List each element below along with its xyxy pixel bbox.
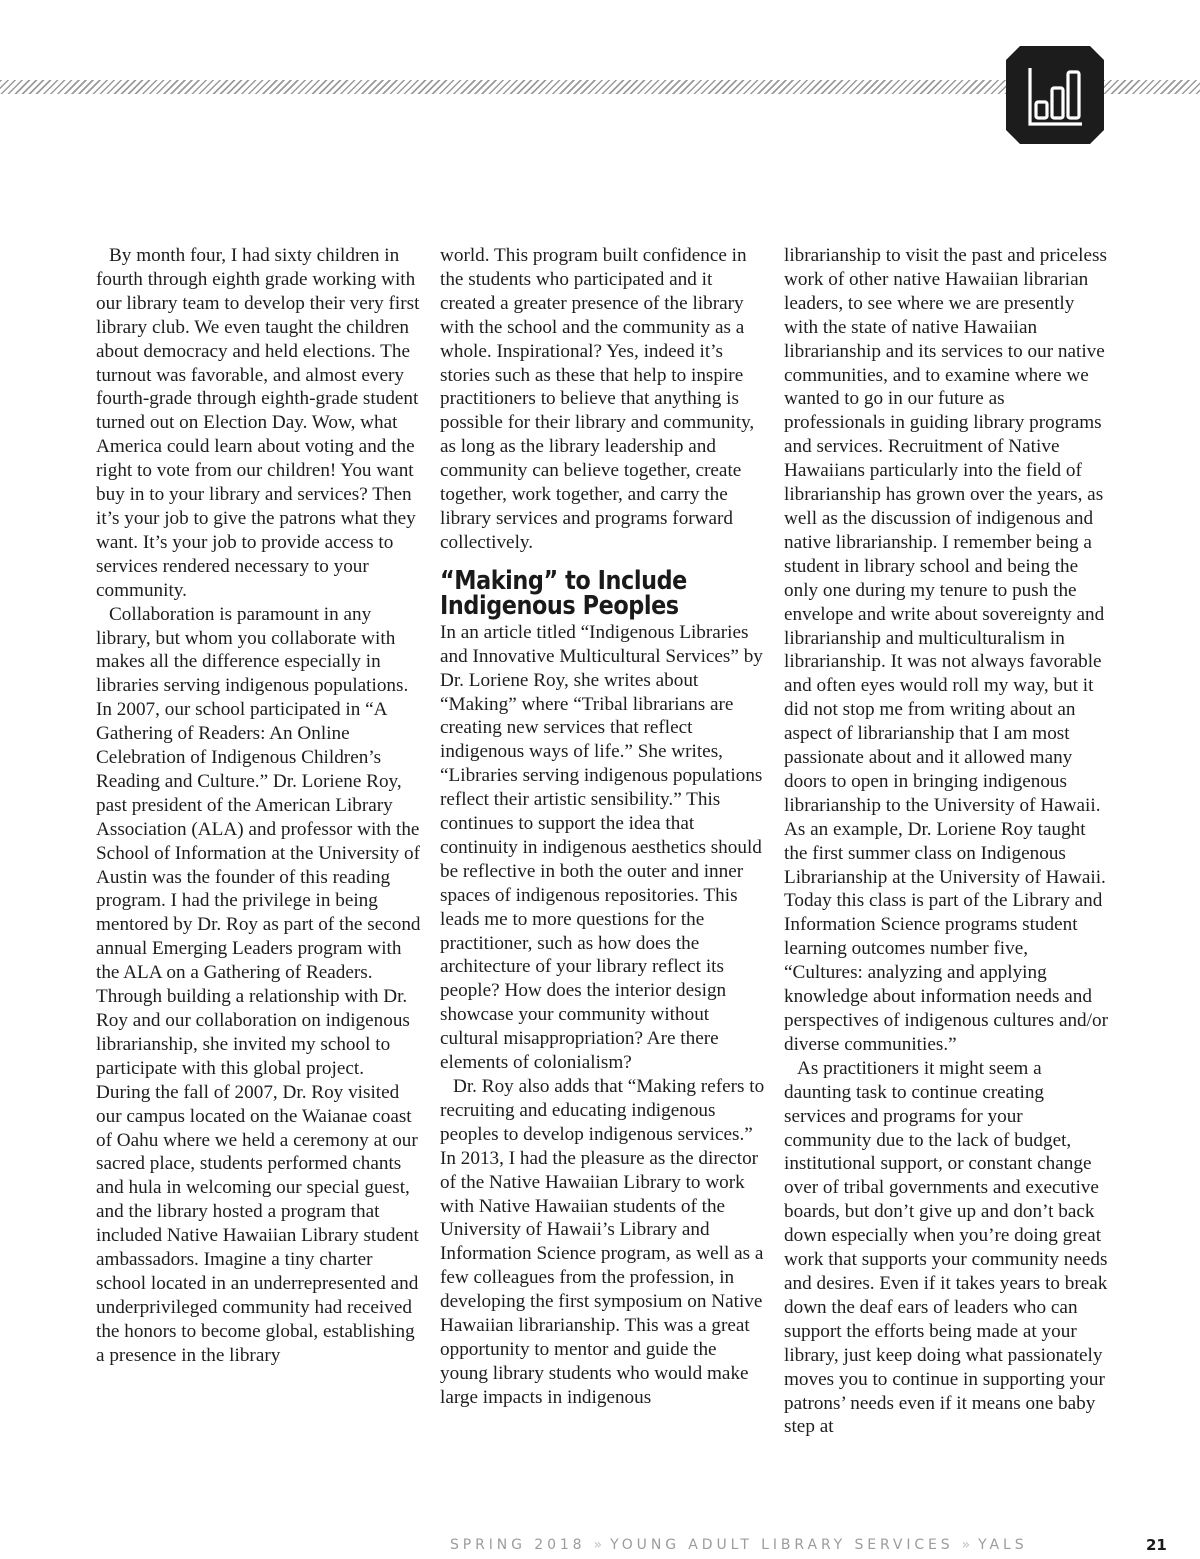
- footer-season: SPRING 2018: [450, 1537, 586, 1553]
- footer-separator: »: [961, 1537, 971, 1553]
- bar-chart-icon: [1006, 46, 1104, 144]
- paragraph: Collaboration is paramount in any library, but whom you collaborate with makes all the difference especially in libraries serving indigenous populations. In 2007, our school participated in “A Gathering of Readers: An Online Celebration of Indigenous Children’s Reading and Culture.” Dr. Loriene Roy, past president of the American Library Association (ALA) and professor with the School of Information at the University of Austin was the founder of this reading program. I had the privilege in being mentored by Dr. Roy as part of the second annual Emerging Leaders program with the ALA on a Gathering of Readers. Through building a relationship with Dr. Roy and our collaboration on indigenous librarianship, she invited my school to participate with this global project. During the fall of 2007, Dr. Roy visited our campus located on the Waianae coast of Oahu where we held a ceremony at our sacred place, students performed chants and hula in welcoming our special guest, and the library hosted a program that included Native Hawaiian Library student ambassadors. Imagine a tiny charter school located in an underrepresented and underprivileged community had received the honors to become global, establishing a presence in the library: [96, 603, 421, 1366]
- article-column-1: [96, 244, 421, 1368]
- paragraph: world. This program built confidence in the students who participated and it created a greater presence of the library with the school and the community as a whole. Inspirational? Yes, indeed it’s stories such as these that help to inspire practitioners to believe that anything is possible for their library and community, as long as the library leadership and community can believe together, create together, work together, and carry the library services and programs forward collectively.: [440, 245, 755, 553]
- paragraph: Dr. Roy also adds that “Making refers to recruiting and educating indigenous peoples to develop indigenous services.” In 2013, I had the pleasure as the director of the Native Hawaiian Library to work with Native Hawaiian students of the University of Hawaii’s Library and Information Science program, as well as a few colleagues from the profession, in developing the first symposium on Native Hawaiian librarianship. This was a great opportunity to mentor and guide the young library students who would make large impacts in indigenous: [440, 1076, 765, 1408]
- section-heading: “Making” to Include Indigenous Peoples: [440, 565, 687, 621]
- article-column-2: [440, 244, 765, 1410]
- footer-section: YALS: [978, 1537, 1028, 1553]
- article-column-3: [784, 244, 1109, 1439]
- paragraph: By month four, I had sixty children in fourth through eighth grade working with our library team to develop their very first library club. We even taught the children about democracy and held elections. The turnout was favorable, and almost every fourth-grade through eighth-grade student turned out on Election Day. Wow, what America could learn about voting and the right to vote from our children! You want buy in to your library and services? Then it’s your job to give the patrons what they want. It’s your job to provide access to services rendered necessary to your community.: [96, 245, 420, 601]
- footer-separator: »: [593, 1537, 603, 1553]
- running-footer: [450, 1537, 1106, 1553]
- paragraph: librarianship to visit the past and priceless work of other native Hawaiian librarian leaders, to see where we are presently with the state of native Hawaiian librarianship and its services to our native communities, and to examine where we wanted to go in our future as professionals in guiding library programs and services. Recruitment of Native Hawaiians particularly into the field of librarianship has grown over the years, as well as the discussion of indigenous and native librarianship. I remember being a student in library school and being the only one during my tenure to push the envelope and write about sovereignty and librarianship and multiculturalism in librarianship. It was not always favorable and often eyes would roll my way, but it did not stop me from writing about an aspect of librarianship that I am most passionate about and it allowed many doors to open in bringing indigenous librarianship to the University of Hawaii. As an example, Dr. Loriene Roy taught the first summer class on Indigenous Librarianship at the University of Hawaii. Today this class is part of the Library and Information Science programs student learning outcomes number five, “Cultures: analyzing and applying knowledge about information needs and perspectives of indigenous cultures and/or diverse communities.”: [784, 245, 1108, 1055]
- footer-publication: YOUNG ADULT LIBRARY SERVICES: [610, 1537, 954, 1553]
- paragraph: As practitioners it might seem a daunting task to continue creating services and programs for your community due to the lack of budget, institutional support, or constant change over of tribal governments and executive boards, but don’t give up and don’t back down especially when you’re doing great work that supports your community needs and desires. Even if it takes years to break down the deaf ears of leaders who can support the efforts being made at your library, just keep doing what passionately moves you to continue in supporting your patrons’ needs even if it means one baby step at: [784, 1057, 1108, 1438]
- page-number: 21: [1146, 1536, 1167, 1554]
- paragraph: In an article titled “Indigenous Libraries and Innovative Multicultural Services” by Dr. Loriene Roy, she writes about “Making” where “Tribal librarians are creating new services that reflect indigenous ways of life.” She writes, “Libraries serving indigenous populations reflect their artistic sensibility.” This continues to support the idea that continuity in indigenous aesthetics should be reflective in both the outer and inner spaces of indigenous repositories. This leads me to more questions for the practitioner, such as how does the architecture of your library reflect its people? How does the interior design showcase your community without cultural misappropriation? Are there elements of colonialism?: [440, 621, 763, 1074]
